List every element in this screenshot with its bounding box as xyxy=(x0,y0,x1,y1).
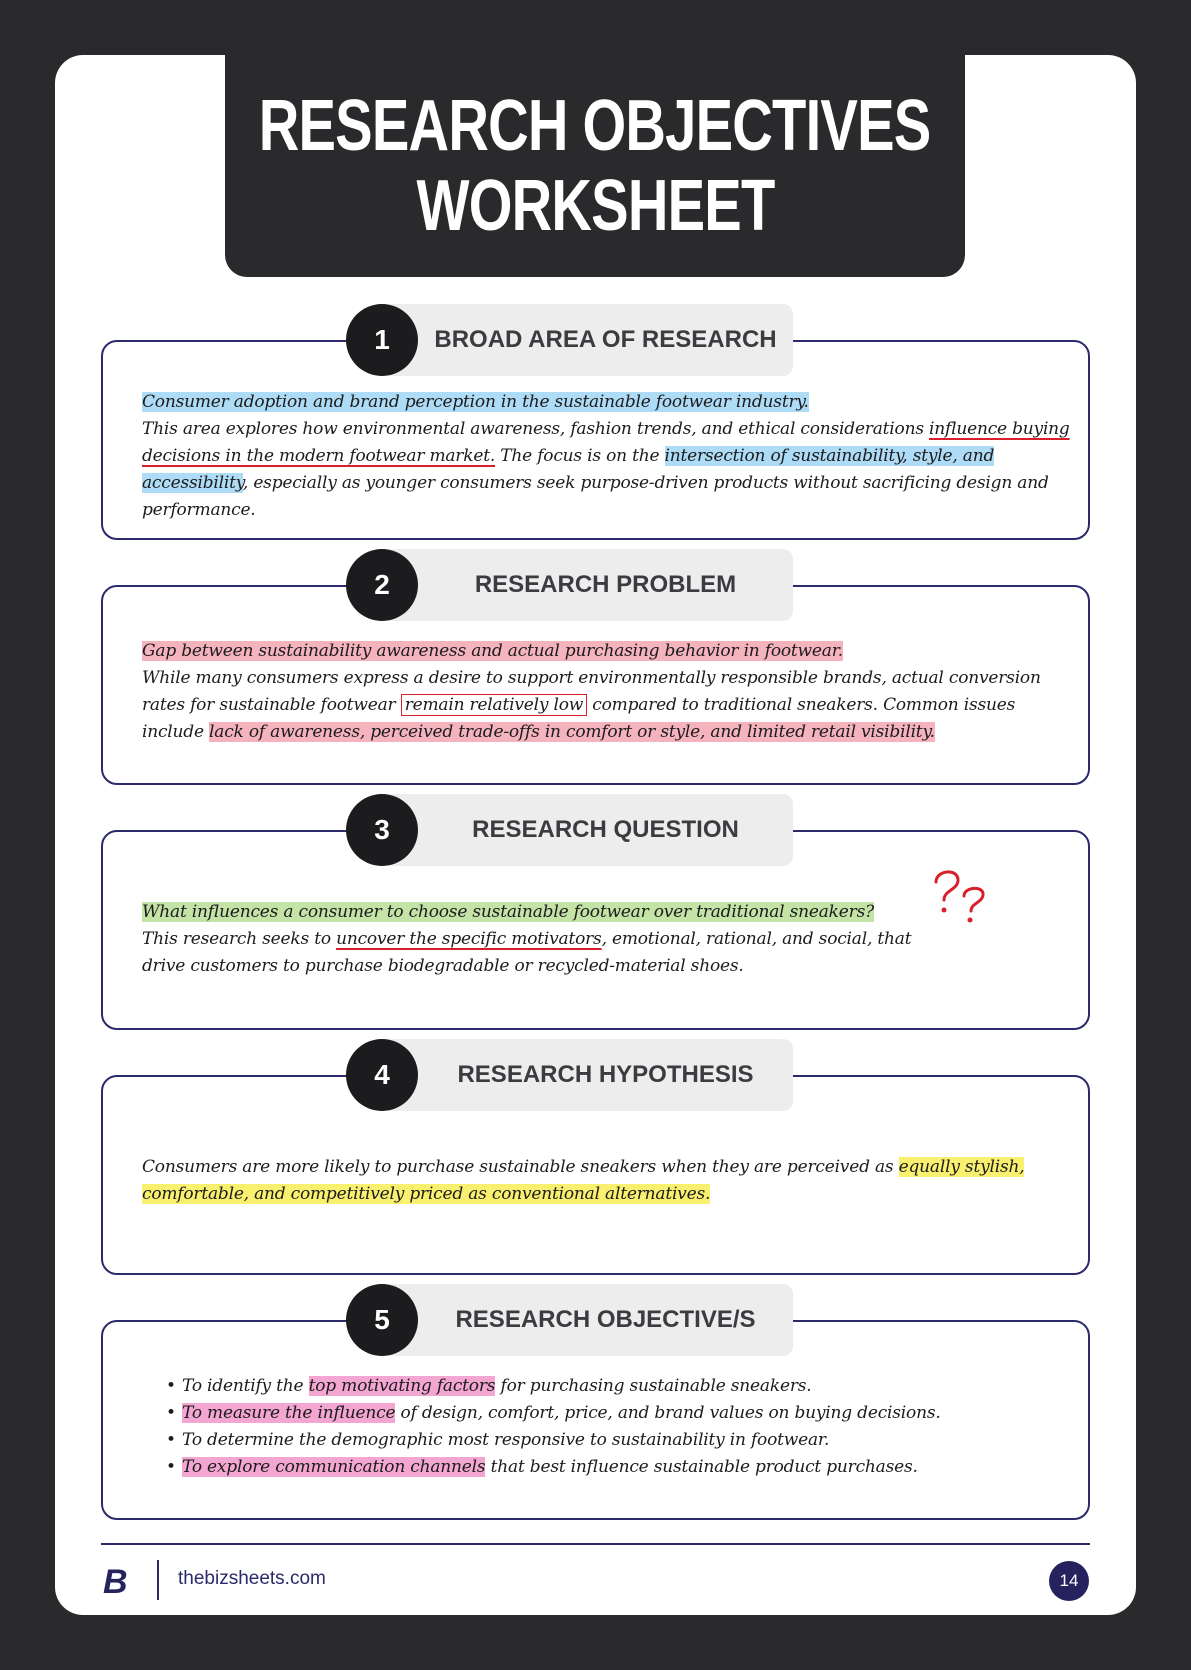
highlighted-text: intersection of sustainability, style, and accessibility xyxy=(142,446,995,493)
section-5-header xyxy=(346,1284,793,1356)
section-4-content xyxy=(142,1154,1072,1208)
body-text: , emotional, rational, and social, that drive customers to purchase biodegradable or recycled-material shoes. xyxy=(142,929,912,976)
body-text: This research seeks to xyxy=(142,929,337,949)
list-item: • To measure the influence of design, comfort, price, and brand values on buying decisions. xyxy=(166,1400,1066,1427)
footer-divider xyxy=(101,1543,1090,1545)
section-1-header xyxy=(346,304,793,376)
section-2-content xyxy=(142,638,1072,746)
section-5-content xyxy=(166,1373,1066,1481)
body-text: While many consumers express a desire to support environmentally responsible brands, actual conversion rates for sustainable footwear xyxy=(142,668,1041,715)
highlighted-text: equally stylish, comfortable, and competitively priced as conventional alternatives. xyxy=(142,1157,1025,1204)
website-link[interactable]: thebizsheets.com xyxy=(178,1568,326,1589)
section-4-header xyxy=(346,1039,793,1111)
boxed-text: remain relatively low xyxy=(401,694,587,716)
page-number: 14 xyxy=(1049,1561,1089,1601)
title-banner xyxy=(225,55,965,277)
body-text: This area explores how environmental awareness, fashion trends, and ethical considerations xyxy=(142,419,930,439)
page-title-line-1: RESEARCH OBJECTIVES xyxy=(259,86,931,166)
section-1-content xyxy=(142,389,1072,524)
section-title: RESEARCH PROBLEM xyxy=(474,571,737,598)
body-text: Consumers are more likely to purchase sustainable sneakers when they are perceived as xyxy=(142,1157,899,1177)
highlighted-text: To measure the influence xyxy=(182,1403,396,1423)
svg-text:B: B xyxy=(103,1563,128,1598)
section-3-header xyxy=(346,794,793,866)
list-item: • To identify the top motivating factors for purchasing sustainable sneakers. xyxy=(166,1373,1066,1400)
section-number: 4 xyxy=(346,1039,418,1111)
section-3-content xyxy=(142,899,932,980)
highlighted-text: What influences a consumer to choose sustainable footwear over traditional sneakers? xyxy=(142,902,875,922)
section-number: 1 xyxy=(346,304,418,376)
section-number: 2 xyxy=(346,549,418,621)
section-title: RESEARCH HYPOTHESIS xyxy=(457,1061,754,1088)
brand-logo xyxy=(101,1562,137,1598)
highlighted-text: To explore communication channels xyxy=(182,1457,486,1477)
highlighted-text: top motivating factors xyxy=(308,1376,496,1396)
section-number: 5 xyxy=(346,1284,418,1356)
list-item: • To explore communication channels that best influence sustainable product purchases. xyxy=(166,1454,1066,1481)
list-item: • To determine the demographic most responsive to sustainability in footwear. xyxy=(166,1427,1066,1454)
question-marks-annotation xyxy=(930,866,1000,941)
underlined-text: uncover the specific motivators xyxy=(336,929,602,949)
footer-separator xyxy=(157,1560,159,1600)
section-title: RESEARCH OBJECTIVE/S xyxy=(455,1306,756,1333)
section-number: 3 xyxy=(346,794,418,866)
body-text: , especially as younger consumers seek purpose-driven products without sacrificing design and performance. xyxy=(142,473,1049,520)
section-title: BROAD AREA OF RESEARCH xyxy=(434,326,777,353)
page-title-line-2: WORKSHEET xyxy=(415,166,775,246)
underlined-text: influence buying decisions in the modern footwear market. xyxy=(142,419,1070,466)
highlighted-text: Consumer adoption and brand perception in the sustainable footwear industry. xyxy=(142,392,809,412)
highlighted-text: Gap between sustainability awareness and actual purchasing behavior in footwear. xyxy=(142,641,843,661)
body-text: The focus is on the xyxy=(495,446,665,466)
objectives-list xyxy=(166,1373,1066,1481)
highlighted-text: lack of awareness, perceived trade-offs in comfort or style, and limited retail visibility. xyxy=(209,722,935,742)
section-title: RESEARCH QUESTION xyxy=(472,816,739,843)
body-text: compared to traditional sneakers. Common issues include xyxy=(142,695,1016,742)
section-2-header xyxy=(346,549,793,621)
